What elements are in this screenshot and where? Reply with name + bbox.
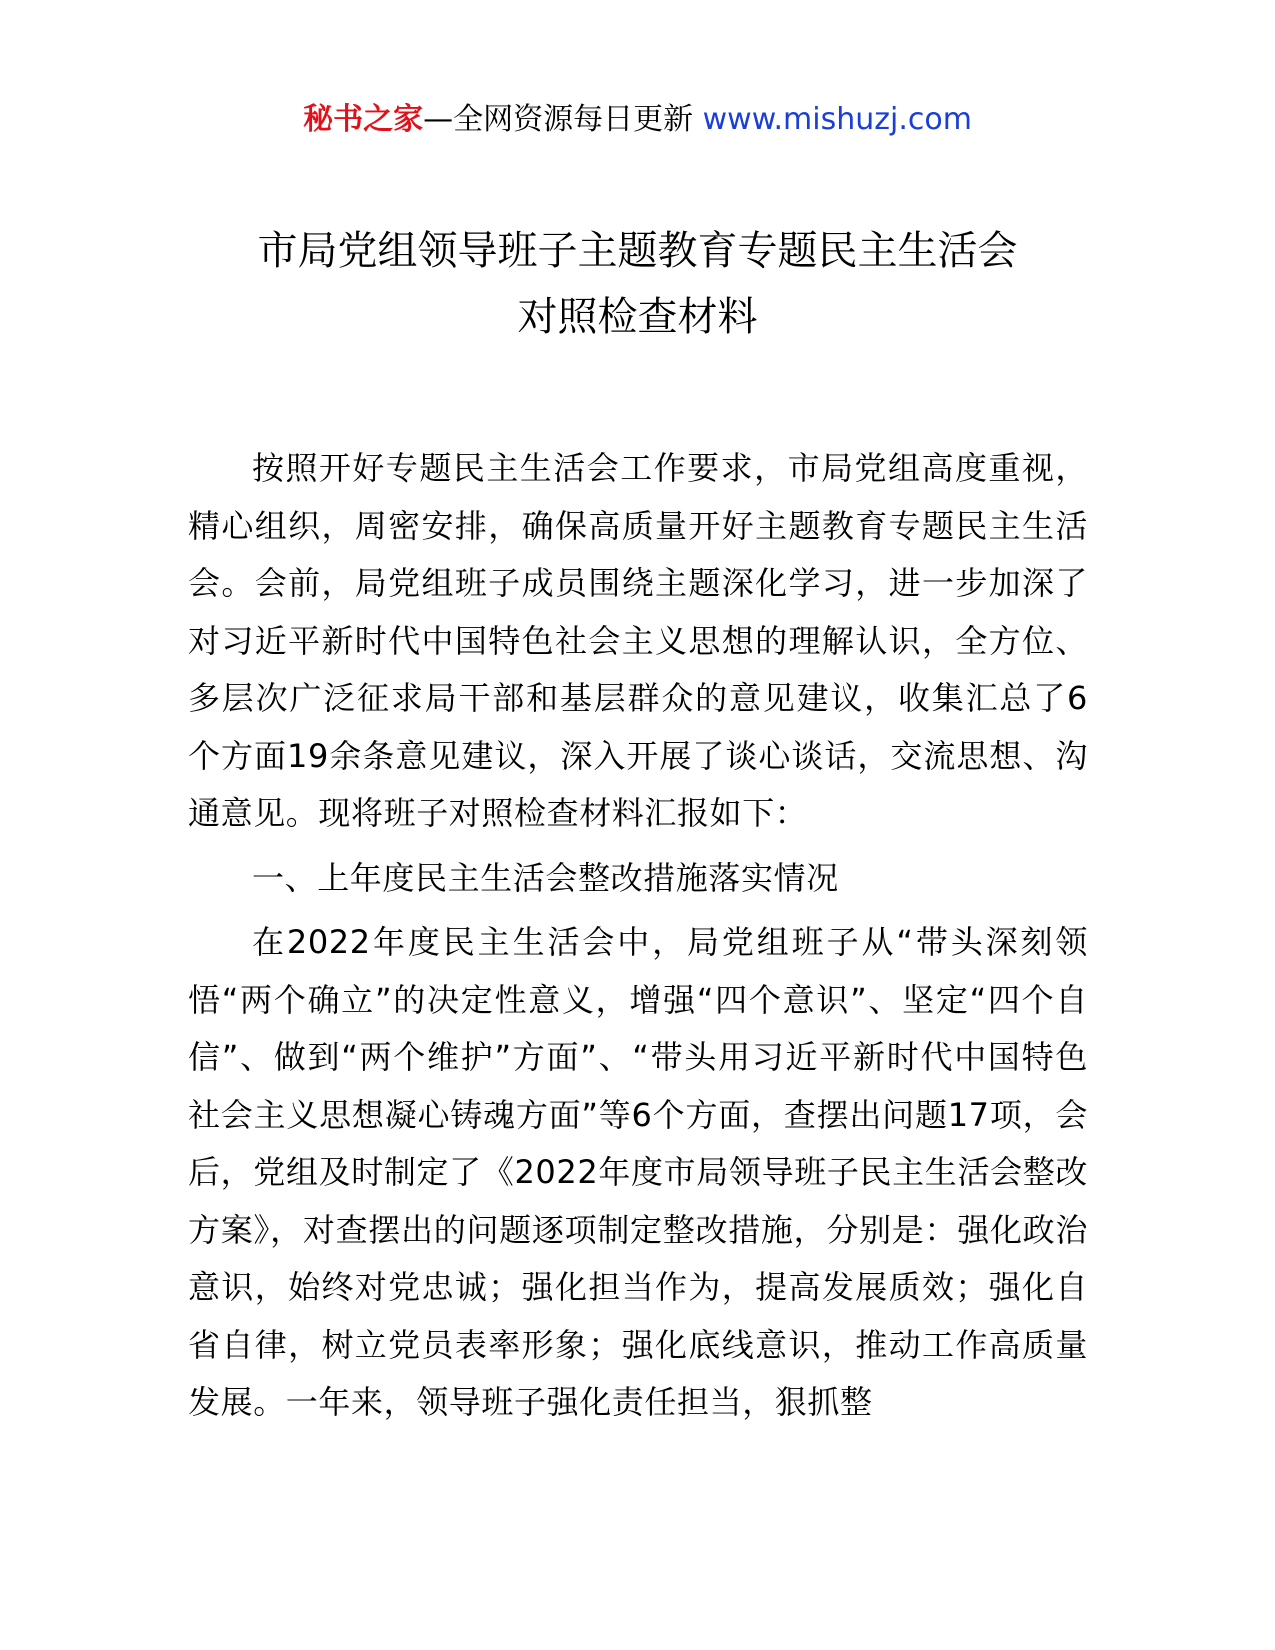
title-line-1: 市局党组领导班子主题教育专题民主生活会 [257,228,1018,274]
section-paragraph: 在2022年度民主生活会中，局党组班子从“带头深刻领悟“两个确立”的决定性意义，增强“四个意识”、坚定“四个自信”、做到“两个维护”方面”、“带头用习近平新时代中国特色社会主义思想凝心铸魂方面”等6个方面，查摆出问题17项，会后，党组及时制定了《2022年度市局领导班子民主生活会整改方案》，对查摆出的问题逐项制定整改措施，分别是：强化政治意识，始终对党忠诚；强化担当作为，提高发展质效；强化自省自律，树立党员表率形象；强化底线意识，推动工作高质量发展。一年来，领导班子强化责任担当，狠抓整 [188,923,1088,1421]
site-banner [0,100,1275,140]
section-heading: 一、上年度民主生活会整改措施落实情况 [252,858,839,897]
site-url-link[interactable]: www.mishuzj.com [702,102,972,137]
document-title [0,218,1275,350]
brand-name: 秘书之家 [303,102,424,137]
document-body [188,440,1088,1432]
intro-paragraph: 按照开好专题民主生活会工作要求，市局党组高度重视，精心组织，周密安排，确保高质量开好主题教育专题民主生活会。会前，局党组班子成员围绕主题深化学习，进一步加深了对习近平新时代中国特色社会主义思想的理解认识，全方位、多层次广泛征求局干部和基层群众的意见建议，收集汇总了6个方面19余条意见建议，深入开展了谈心谈话，交流思想、沟通意见。现将班子对照检查材料汇报如下： [188,449,1088,832]
title-line-2: 对照检查材料 [517,294,758,340]
banner-tagline: —全网资源每日更新 [423,102,694,137]
